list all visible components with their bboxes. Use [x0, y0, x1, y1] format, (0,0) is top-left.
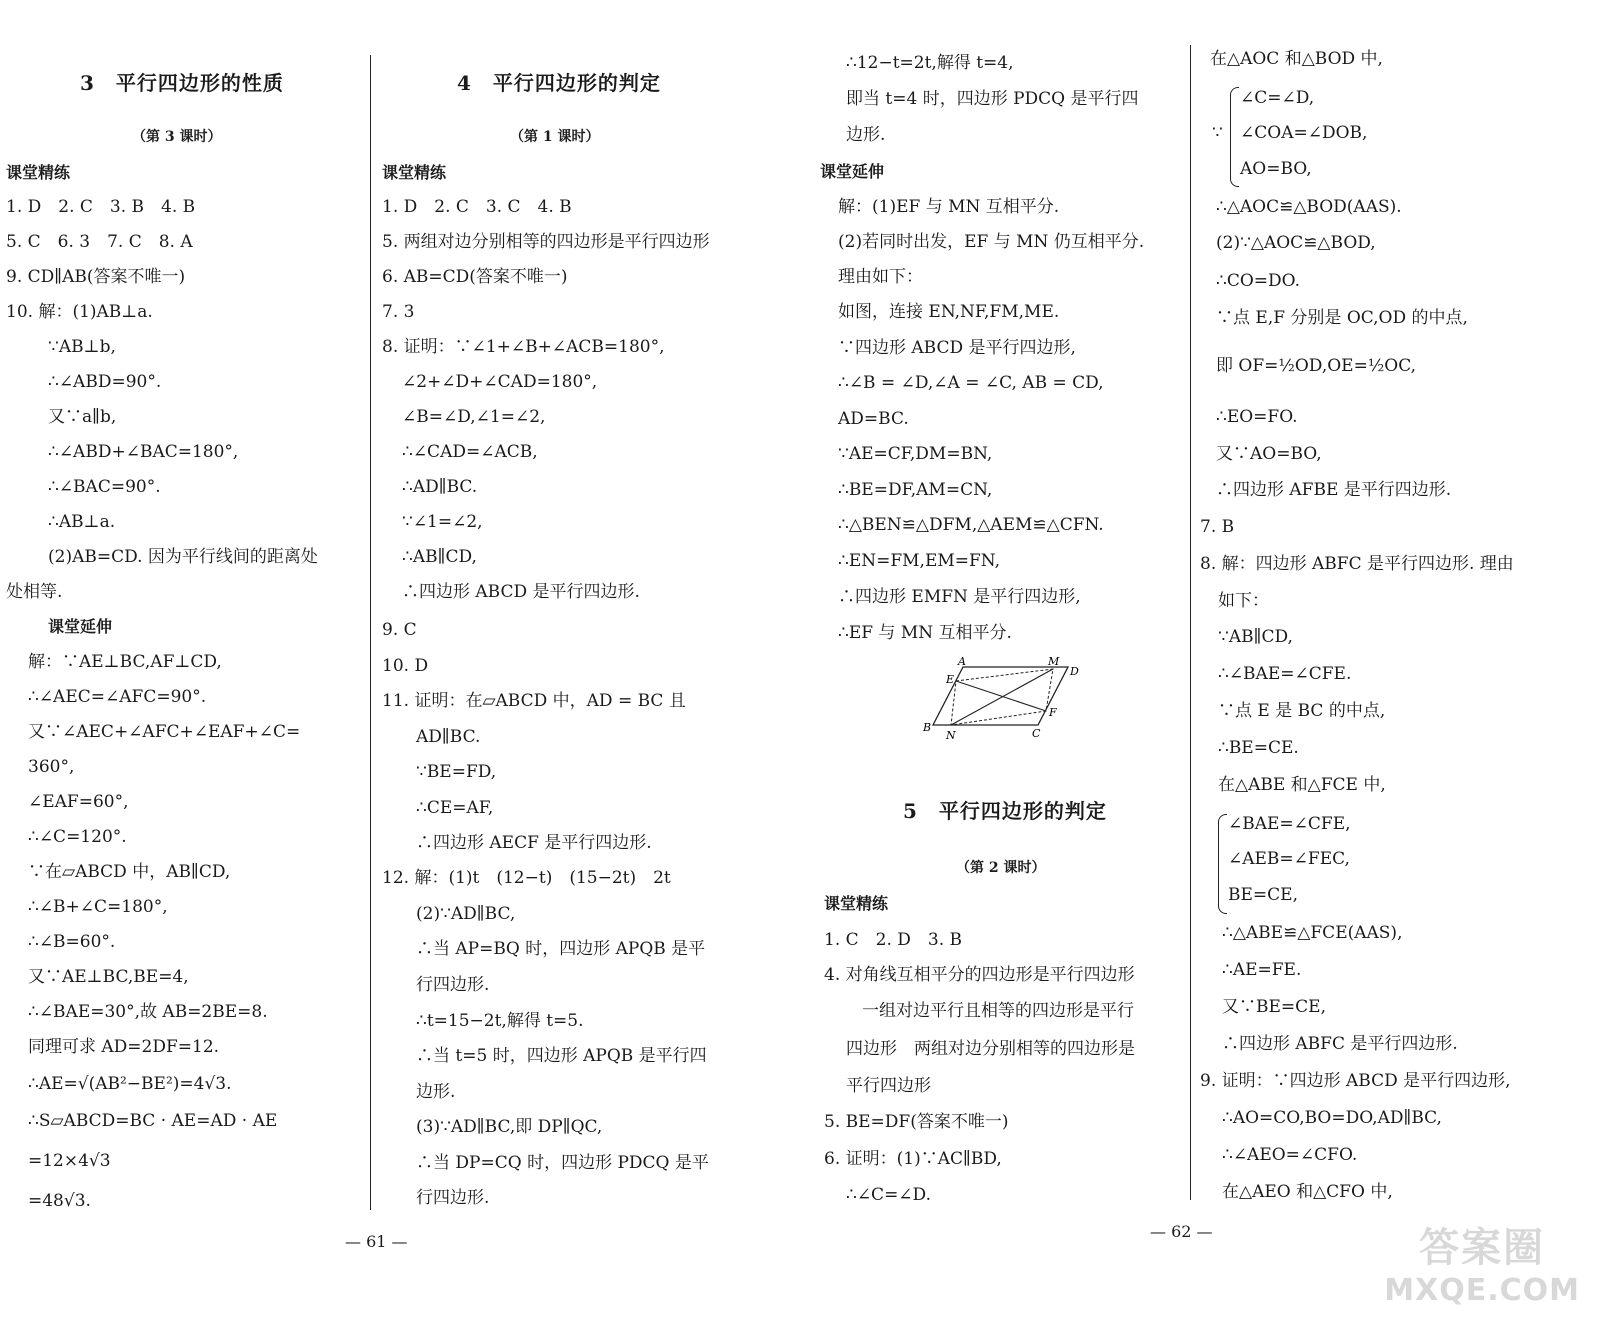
answer-line: 12. 解：(1)t (12−t) (15−2t) 2t: [382, 868, 671, 888]
label-F: F: [1049, 706, 1057, 719]
parallelogram-figure: [918, 655, 1088, 745]
section-heading: 课堂精练: [824, 894, 889, 913]
column-divider-right: [1190, 45, 1191, 1200]
answer-line: BE=CE,: [1228, 885, 1298, 905]
answer-line: 行四边形.: [416, 1188, 490, 1208]
answer-line: ∴△BEN≌△DFM,△AEM≌△CFN.: [838, 515, 1104, 535]
answer-line: ∴∠AEC=∠AFC=90°.: [28, 687, 207, 707]
answer-line: 11. 证明：在▱ABCD 中，AD = BC 且: [382, 691, 686, 711]
answer-line: 同理可求 AD=2DF=12.: [28, 1037, 220, 1057]
answer-line: ∴∠B = ∠D,∠A = ∠C, AB = CD,: [838, 373, 1104, 393]
system-brace: [1230, 87, 1239, 187]
answer-line: 9. C: [382, 620, 417, 640]
answer-line: ∴AE=√(AB²−BE²)=4√3.: [28, 1074, 232, 1094]
answer-line: 9. CD∥AB(答案不唯一): [6, 267, 186, 287]
answer-line: 7. B: [1200, 517, 1235, 537]
answer-line: ∴△ABE≌△FCE(AAS),: [1222, 923, 1403, 943]
answer-line: ∠BAE=∠CFE,: [1228, 814, 1351, 834]
label-C: C: [1032, 727, 1041, 740]
answer-line: ∴∠C=120°.: [28, 827, 127, 847]
answer-line: 在△ABE 和△FCE 中,: [1218, 775, 1386, 795]
answer-line: AD∥BC.: [416, 727, 481, 747]
watermark-url: MXQE.COM: [1384, 1273, 1580, 1308]
answer-line: (2)若同时出发，EF 与 MN 仍互相平分.: [838, 232, 1145, 252]
answer-line: =48√3.: [28, 1191, 91, 1211]
answer-line: ∴△AOC≌△BOD(AAS).: [1216, 197, 1402, 217]
answer-line: ∴CE=AF,: [416, 798, 494, 818]
answer-line: ∵四边形 ABCD 是平行四边形,: [838, 338, 1076, 358]
answer-line: 6. 证明：(1)∵AC∥BD,: [824, 1149, 1002, 1169]
label-A: A: [958, 655, 966, 668]
label-D: D: [1070, 665, 1079, 678]
answer-line: ∠COA=∠DOB,: [1240, 123, 1368, 143]
section-heading: 课堂精练: [382, 163, 447, 182]
answer-line: 处相等.: [6, 582, 63, 602]
answer-line: (2)∵AD∥BC,: [416, 904, 516, 924]
page-number: — 62 —: [1150, 1222, 1213, 1241]
answer-line: (2)∵△AOC≌△BOD,: [1216, 233, 1376, 253]
answer-line: ∴S▱ABCD=BC · AE=AD · AE: [28, 1111, 278, 1131]
answer-line: 又∵AE⊥BC,BE=4,: [28, 967, 189, 987]
brace-mark: ∵: [1212, 123, 1223, 143]
answer-line: ∴t=15−2t,解得 t=5.: [416, 1011, 584, 1031]
answer-line: ∵点 E 是 BC 的中点,: [1218, 701, 1386, 721]
watermark-text: 答案圈: [1419, 1225, 1546, 1271]
answer-line: ∴∠CAD=∠ACB,: [402, 442, 538, 462]
answer-line: ∴BE=DF,AM=CN,: [838, 480, 993, 500]
answer-line: ∴CO=DO.: [1216, 271, 1300, 291]
answer-line: ∴∠AEO=∠CFO.: [1222, 1145, 1358, 1165]
answer-line: 在△AEO 和△CFO 中,: [1222, 1182, 1393, 1202]
answer-line: 又∵∠AEC+∠AFC+∠EAF+∠C=: [28, 722, 301, 742]
section-title: 5 平行四边形的判定: [903, 799, 1107, 823]
answer-line: 解：(1)EF 与 MN 互相平分.: [838, 197, 1060, 217]
label-B: B: [923, 721, 932, 734]
page-number: — 61 —: [345, 1232, 408, 1251]
answer-line: AD=BC.: [838, 409, 909, 429]
section-heading: 课堂精练: [6, 163, 71, 182]
answer-line: ∴∠BAC=90°.: [48, 477, 161, 497]
answer-line: ∠AEB=∠FEC,: [1228, 849, 1350, 869]
answer-line: (3)∵AD∥BC,即 DP∥QC,: [416, 1117, 603, 1137]
answer-line: ∠B=∠D,∠1=∠2,: [402, 407, 546, 427]
answer-line: ∠EAF=60°,: [28, 792, 129, 812]
answer-line: ∴∠BAE=∠CFE.: [1218, 664, 1352, 684]
answer-line: 10. D: [382, 656, 429, 676]
watermark-logo: [1384, 1216, 1580, 1308]
answer-line: 理由如下：: [838, 267, 923, 287]
answer-line: ∴EF 与 MN 互相平分.: [838, 623, 1012, 643]
answer-line: ∴EN=FM,EM=FN,: [838, 551, 1000, 571]
answer-line: 又∵a∥b,: [48, 407, 117, 427]
section-heading: 课堂延伸: [820, 162, 885, 181]
answer-line: 4. 对角线互相平分的四边形是平行四边形: [824, 965, 1135, 985]
lesson-subtitle: （第 1 课时）: [510, 129, 600, 145]
answer-line: 四边形 两组对边分别相等的四边形是: [846, 1039, 1135, 1059]
label-M: M: [1048, 655, 1060, 668]
answer-line: 行四边形.: [416, 975, 490, 995]
answer-line: 即 OF=½OD,OE=½OC,: [1216, 356, 1417, 376]
answer-line: ∴四边形 ABFC 是平行四边形.: [1222, 1034, 1458, 1054]
answer-line: ∴AO=CO,BO=DO,AD∥BC,: [1222, 1108, 1442, 1128]
answer-line: 6. AB=CD(答案不唯一): [382, 267, 568, 287]
answer-line: ∴四边形 AECF 是平行四边形.: [416, 833, 652, 853]
answer-line: 边形.: [416, 1082, 456, 1102]
section-title: 4 平行四边形的判定: [457, 71, 661, 95]
answer-line: 8. 证明：∵∠1+∠B+∠ACB=180°,: [382, 337, 665, 357]
answer-line: 在△AOC 和△BOD 中,: [1210, 49, 1383, 69]
answer-line: 平行四边形: [846, 1076, 931, 1096]
answer-line: ∴当 AP=BQ 时，四边形 APQB 是平: [416, 939, 706, 959]
column-divider-left: [370, 55, 371, 1210]
answer-line: 又∵BE=CE,: [1222, 997, 1326, 1017]
answer-line: ∴当 DP=CQ 时，四边形 PDCQ 是平: [416, 1153, 709, 1173]
answer-line: 5. 两组对边分别相等的四边形是平行四边形: [382, 232, 710, 252]
answer-line: 5. BE=DF(答案不唯一): [824, 1112, 1009, 1132]
answer-line: ∵∠1=∠2,: [402, 512, 483, 532]
answer-line: ∴AE=FE.: [1222, 960, 1302, 980]
answer-line: 又∵AO=BO,: [1216, 444, 1322, 464]
answer-line: ∵点 E,F 分别是 OC,OD 的中点,: [1216, 308, 1468, 328]
lesson-subtitle: （第 2 课时）: [956, 860, 1046, 876]
answer-line: AO=BO,: [1240, 159, 1312, 179]
answer-line: (2)AB=CD. 因为平行线间的距离处: [48, 547, 318, 567]
answer-line: ∴四边形 ABCD 是平行四边形.: [402, 582, 640, 602]
label-N: N: [946, 729, 956, 742]
answer-line: 即当 t=4 时，四边形 PDCQ 是平行四: [846, 89, 1139, 109]
answer-line: ∴∠C=∠D.: [846, 1185, 931, 1205]
answer-line: 边形.: [846, 125, 886, 145]
section-heading: 课堂延伸: [48, 617, 113, 636]
system-brace: [1218, 814, 1227, 914]
answer-line: 1. D 2. C 3. C 4. B: [382, 197, 572, 217]
answer-line: ∴12−t=2t,解得 t=4,: [846, 53, 1014, 73]
answer-line: 一组对边平行且相等的四边形是平行: [862, 1001, 1134, 1021]
answer-line: 如下：: [1218, 591, 1269, 611]
answer-line: 9. 证明：∵四边形 ABCD 是平行四边形,: [1200, 1071, 1511, 1091]
answer-line: 7. 3: [382, 302, 415, 322]
answer-line: 360°,: [28, 757, 75, 777]
answer-line: ∵BE=FD,: [416, 762, 497, 782]
answer-line: ∴∠B+∠C=180°,: [28, 897, 168, 917]
answer-line: ∴当 t=5 时，四边形 APQB 是平行四: [416, 1046, 707, 1066]
answer-line: =12×4√3: [28, 1151, 111, 1171]
answer-line: 如图，连接 EN,NF,FM,ME.: [838, 302, 1060, 322]
answer-line: ∴EO=FO.: [1216, 407, 1298, 427]
answer-line: ∠C=∠D,: [1240, 88, 1315, 108]
answer-line: ∠2+∠D+∠CAD=180°,: [402, 372, 598, 392]
answer-line: ∴∠B=60°.: [28, 932, 116, 952]
answer-line: 10. 解：(1)AB⊥a.: [6, 302, 153, 322]
answer-line: ∴∠ABD+∠BAC=180°,: [48, 442, 239, 462]
answer-line: ∵在▱ABCD 中，AB∥CD,: [28, 862, 231, 882]
answer-line: ∴AD∥BC.: [402, 477, 478, 497]
answer-line: ∴AB∥CD,: [402, 547, 477, 567]
answer-line: ∴四边形 AFBE 是平行四边形.: [1216, 480, 1452, 500]
label-E: E: [946, 673, 955, 686]
answer-line: ∵AB⊥b,: [48, 337, 116, 357]
answer-line: 1. D 2. C 3. B 4. B: [6, 197, 196, 217]
answer-line: ∴AB⊥a.: [48, 512, 116, 532]
lesson-subtitle: （第 3 课时）: [132, 129, 222, 145]
answer-line: 1. C 2. D 3. B: [824, 930, 963, 950]
answer-line: 8. 解：四边形 ABFC 是平行四边形. 理由: [1200, 554, 1514, 574]
section-title: 3 平行四边形的性质: [80, 71, 284, 95]
answer-line: ∵AB∥CD,: [1218, 627, 1293, 647]
answer-line: 解：∵AE⊥BC,AF⊥CD,: [28, 652, 222, 672]
answer-line: ∴BE=CE.: [1218, 738, 1299, 758]
answer-line: ∴∠ABD=90°.: [48, 372, 162, 392]
answer-line: ∴∠BAE=30°,故 AB=2BE=8.: [28, 1002, 268, 1022]
answer-line: ∴四边形 EMFN 是平行四边形,: [838, 587, 1081, 607]
answer-line: ∵AE=CF,DM=BN,: [838, 444, 993, 464]
parallelogram-diagram: [918, 655, 1088, 745]
answer-line: 5. C 6. 3 7. C 8. A: [6, 232, 193, 252]
